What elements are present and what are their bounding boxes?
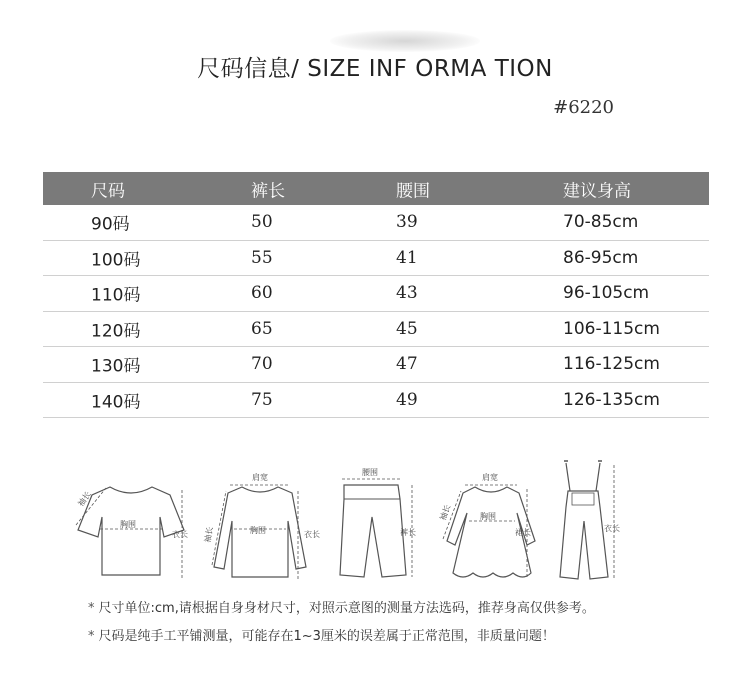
dress-diagram	[435, 455, 545, 590]
tshirt-sleeve-label: 袖长	[76, 489, 93, 509]
dress-length-label: 裙长	[515, 528, 531, 537]
note-1-marker: *	[88, 601, 95, 616]
cell-height: 106-115cm	[563, 318, 660, 339]
cell-pants-length: 60	[251, 283, 273, 304]
table-row	[43, 205, 709, 241]
cell-height: 96-105cm	[563, 283, 650, 304]
cell-waist: 41	[396, 247, 418, 268]
overalls-length-label: 衣长	[604, 524, 620, 533]
longsleeve-sleeve-label: 袖长	[203, 526, 215, 544]
cell-size: 140码	[91, 392, 141, 413]
longsleeve-chest-label: 胸围	[250, 526, 266, 535]
tshirt-length-label: 衣长	[172, 530, 188, 539]
cell-height: 126-135cm	[563, 389, 660, 410]
cell-pants-length: 75	[251, 389, 273, 410]
pants-length-label: 裤长	[400, 528, 416, 537]
cell-size: 130码	[91, 356, 141, 377]
longsleeve-length-label: 衣长	[304, 530, 320, 539]
cell-waist: 39	[396, 212, 418, 233]
dress-chest-label: 胸围	[480, 512, 496, 521]
measurement-diagrams	[60, 455, 650, 590]
pants-diagram	[322, 455, 432, 590]
table-row	[43, 312, 709, 348]
cell-height: 86-95cm	[563, 247, 639, 268]
title-smudge	[330, 30, 480, 52]
cell-waist: 47	[396, 354, 418, 375]
table-row	[43, 241, 709, 277]
note-2-marker: *	[88, 629, 95, 644]
cell-waist: 43	[396, 283, 418, 304]
product-code: #6220	[553, 97, 614, 118]
cell-size: 90码	[91, 214, 130, 235]
cell-pants-length: 50	[251, 212, 273, 233]
cell-waist: 49	[396, 389, 418, 410]
table-row	[43, 383, 709, 419]
overalls-diagram	[548, 455, 648, 590]
cell-height: 116-125cm	[563, 354, 660, 375]
table-row	[43, 276, 709, 312]
header-size: 尺码	[91, 181, 125, 201]
cell-size: 120码	[91, 321, 141, 342]
header-height: 建议身高	[563, 181, 631, 201]
longsleeve-diagram	[200, 455, 320, 590]
pants-waist-label: 腰围	[362, 468, 378, 477]
cell-size: 100码	[91, 250, 141, 271]
longsleeve-shoulder-label: 肩宽	[252, 473, 268, 482]
note-2-text: 尺码是纯手工平铺测量，可能存在1~3厘米的误差属于正常范围，非质量问题！	[98, 629, 555, 644]
note-1-text: 尺寸单位:cm,请根据自身身材尺寸，对照示意图的测量方法选码，推荐身高仅供参考。	[98, 601, 595, 616]
table-header	[43, 172, 709, 205]
page-title: 尺码信息/ SIZE INF ORMA TION	[197, 56, 553, 82]
cell-pants-length: 70	[251, 354, 273, 375]
note-1	[88, 597, 595, 616]
size-table	[43, 172, 709, 418]
cell-pants-length: 65	[251, 318, 273, 339]
dress-shoulder-label: 肩宽	[482, 473, 498, 482]
header-pants-length: 裤长	[251, 181, 285, 201]
cell-height: 70-85cm	[563, 212, 639, 233]
tshirt-chest-label: 胸围	[120, 520, 136, 529]
note-2	[88, 625, 555, 644]
cell-size: 110码	[91, 285, 141, 306]
dress-sleeve-label: 袖长	[438, 503, 453, 522]
tshirt-diagram	[70, 455, 190, 590]
table-row	[43, 347, 709, 383]
cell-pants-length: 55	[251, 247, 273, 268]
cell-waist: 45	[396, 318, 418, 339]
header-waist: 腰围	[396, 181, 430, 201]
